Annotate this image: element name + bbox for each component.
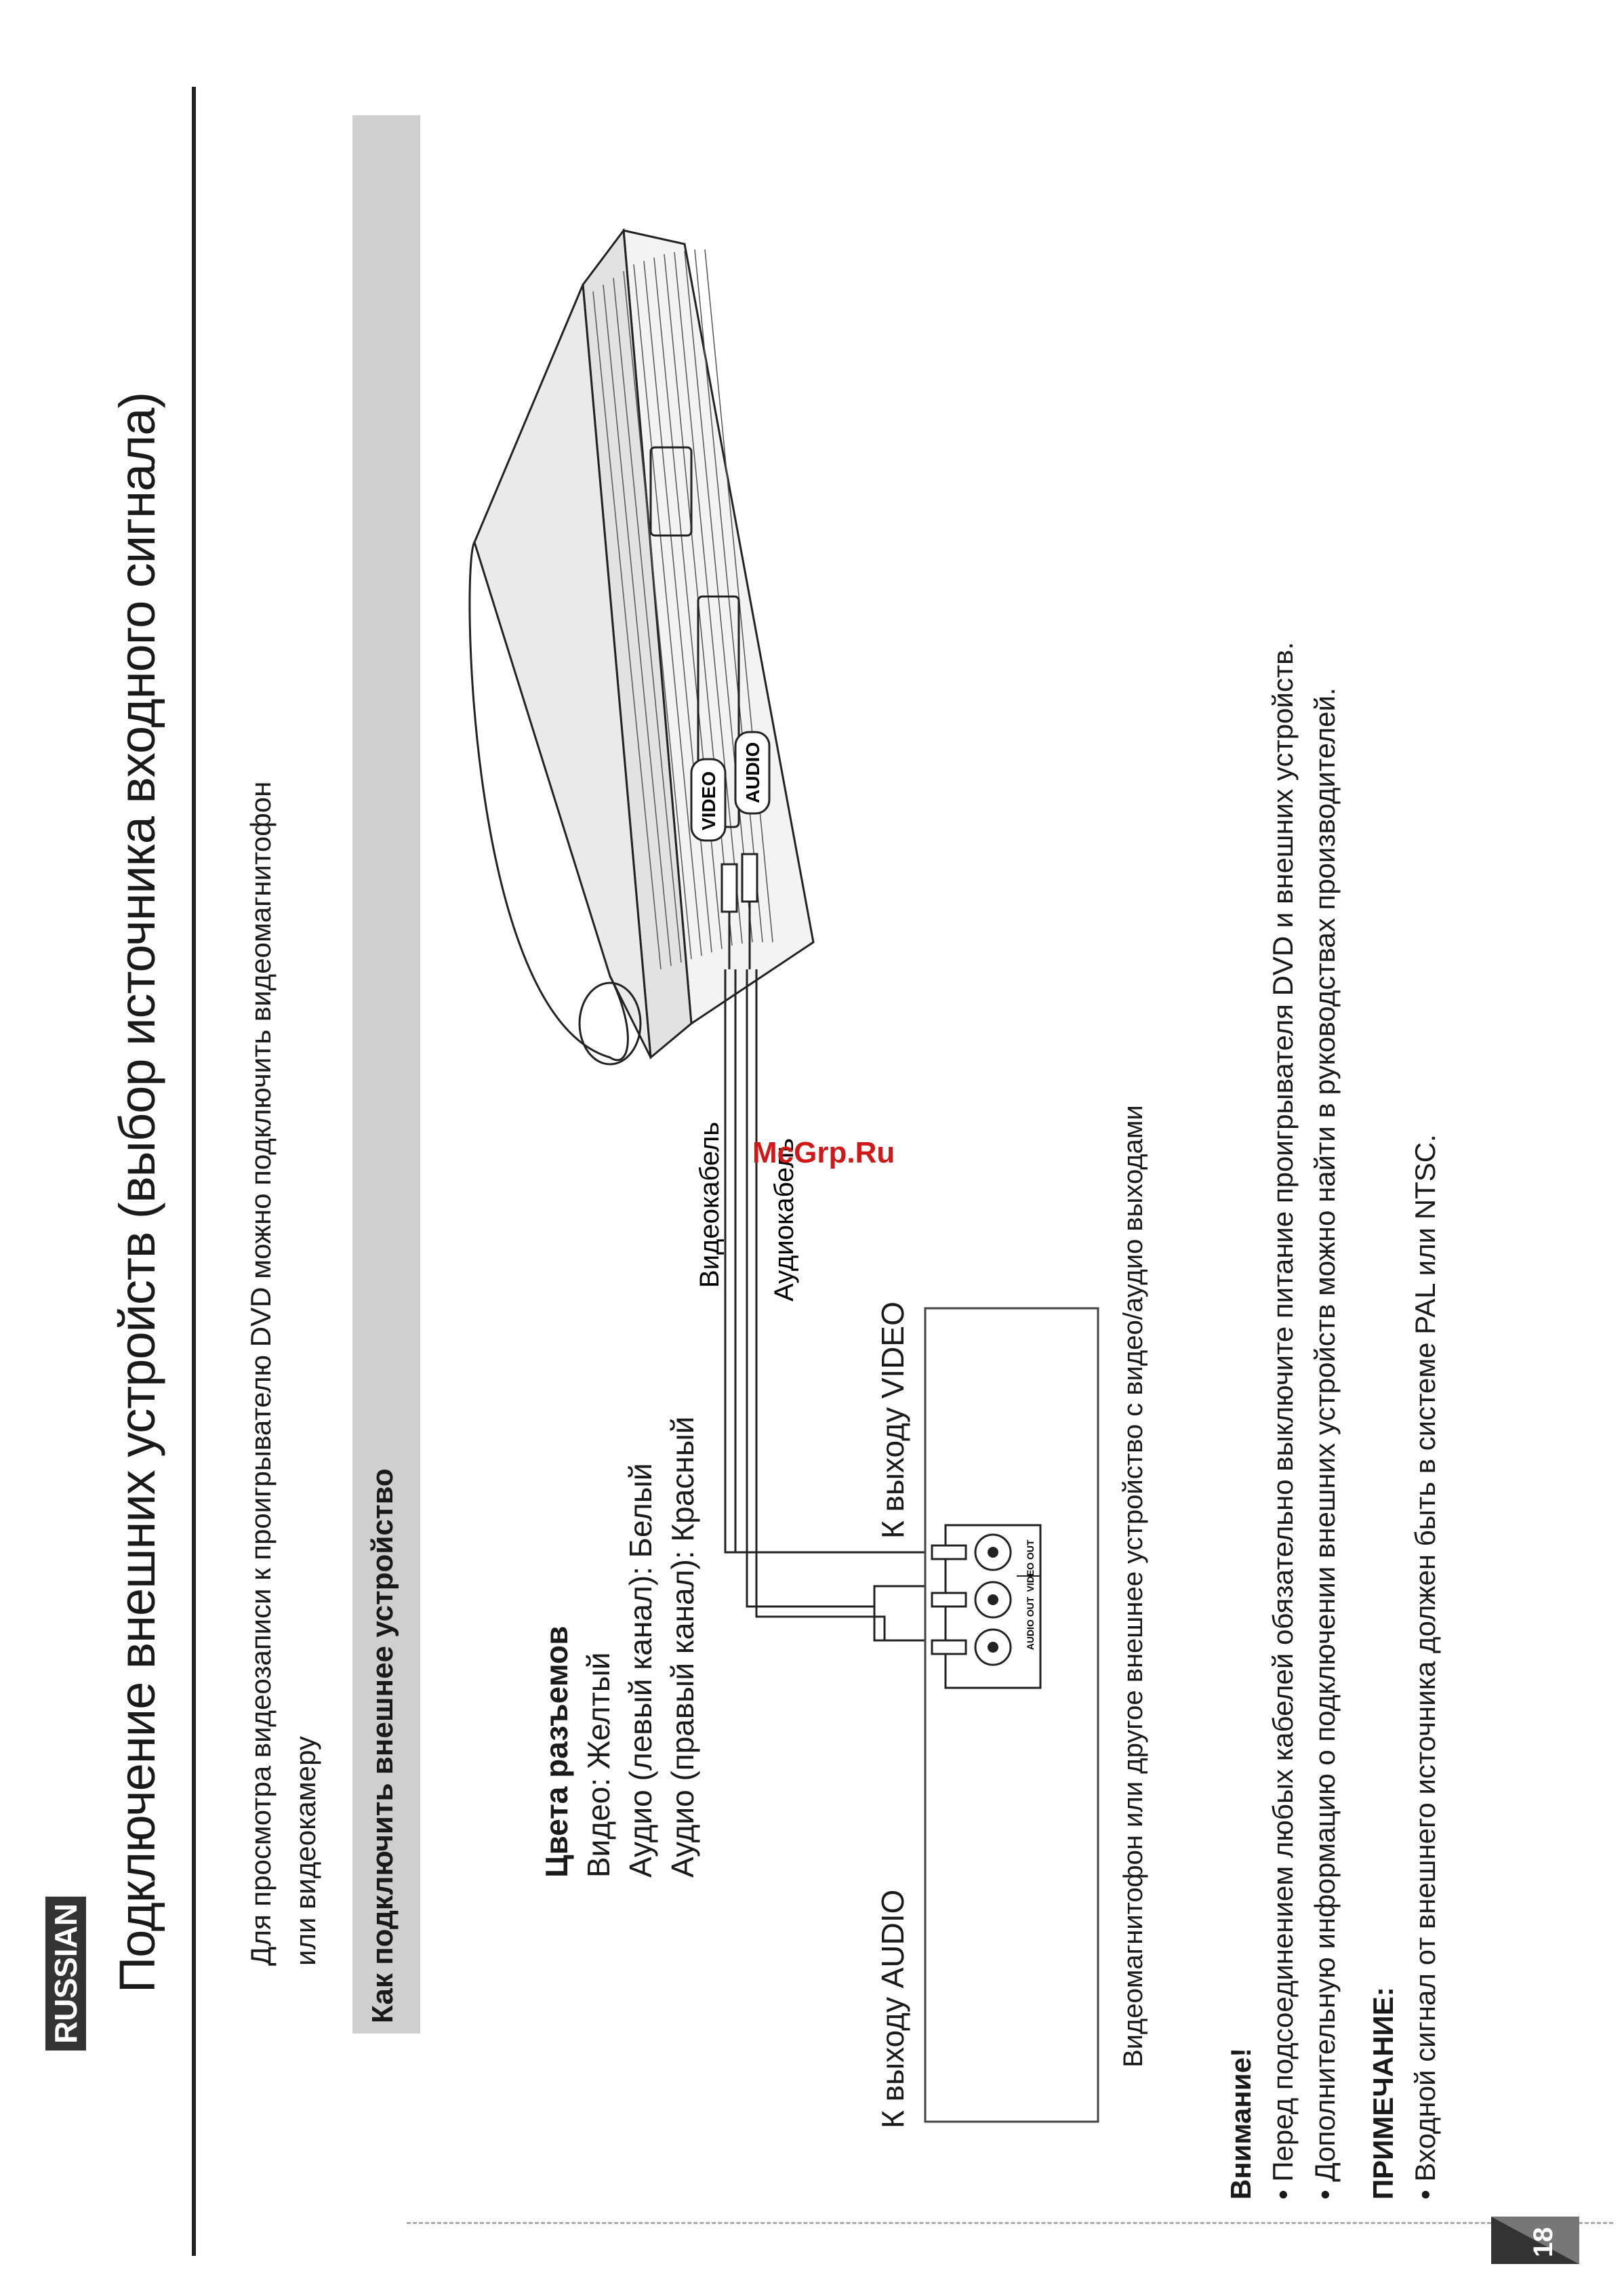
warning-heading: Внимание! (1225, 2048, 1257, 2200)
intro-line-1: Для просмотра видеозаписи к проигрывателю DVD можно подключить видеомагнитофон (245, 781, 277, 1966)
language-badge-text: RUSSIAN (45, 1897, 86, 2050)
to-video-out-label: К выходу VIDEO (875, 1301, 910, 1539)
note-heading: ПРИМЕЧАНИЕ: (1367, 1987, 1399, 2200)
dvd-jack-audio-label: AUDIO (742, 742, 763, 803)
vcr-video-out-label: VIDEO OUT (1025, 1539, 1036, 1592)
watermark: McGrp.Ru (752, 1136, 895, 1169)
dvd-jack-video-label: VIDEO (698, 771, 719, 830)
to-audio-out-label: К выходу AUDIO (875, 1889, 910, 2128)
page-title: Подключение внешних устройств (выбор источника входного сигнала) (109, 392, 165, 1993)
note-item-1: • Входной сигнал от внешнего источника должен быть в системе PAL или NTSC. (1409, 1134, 1441, 2200)
warning-item-2: • Дополнительную информацию о подключении внешних устройств можно найти в руководствах производителей. (1309, 687, 1341, 2200)
color-audio-left: Аудио (левый канал): Белый (623, 1463, 658, 1878)
section-heading: Как подключить внешнее устройство (366, 1468, 399, 2023)
audio-cable-label: Аудиокабель (769, 1137, 799, 1301)
intro-line-2: или видеокамеру (289, 1736, 321, 1966)
video-cable-label: Видеокабель (695, 1121, 725, 1288)
warning-item-1: • Перед подсоединением любых кабелей обязательно выключите питание проигрывателя DVD и внешних устройств. (1267, 641, 1299, 2200)
connector-colors-heading: Цвета разъемов (539, 1625, 574, 1878)
page-number: 18 (1528, 2227, 1558, 2257)
vcr-audio-out-label: AUDIO OUT (1025, 1596, 1036, 1651)
color-video: Видео: Желтый (581, 1652, 616, 1878)
color-audio-right: Аудио (правый канал): Красный (665, 1416, 700, 1878)
vcr-caption: Видеомагнитофон или другое внешнее устройство с видео/аудио выходами (1118, 1105, 1148, 2067)
